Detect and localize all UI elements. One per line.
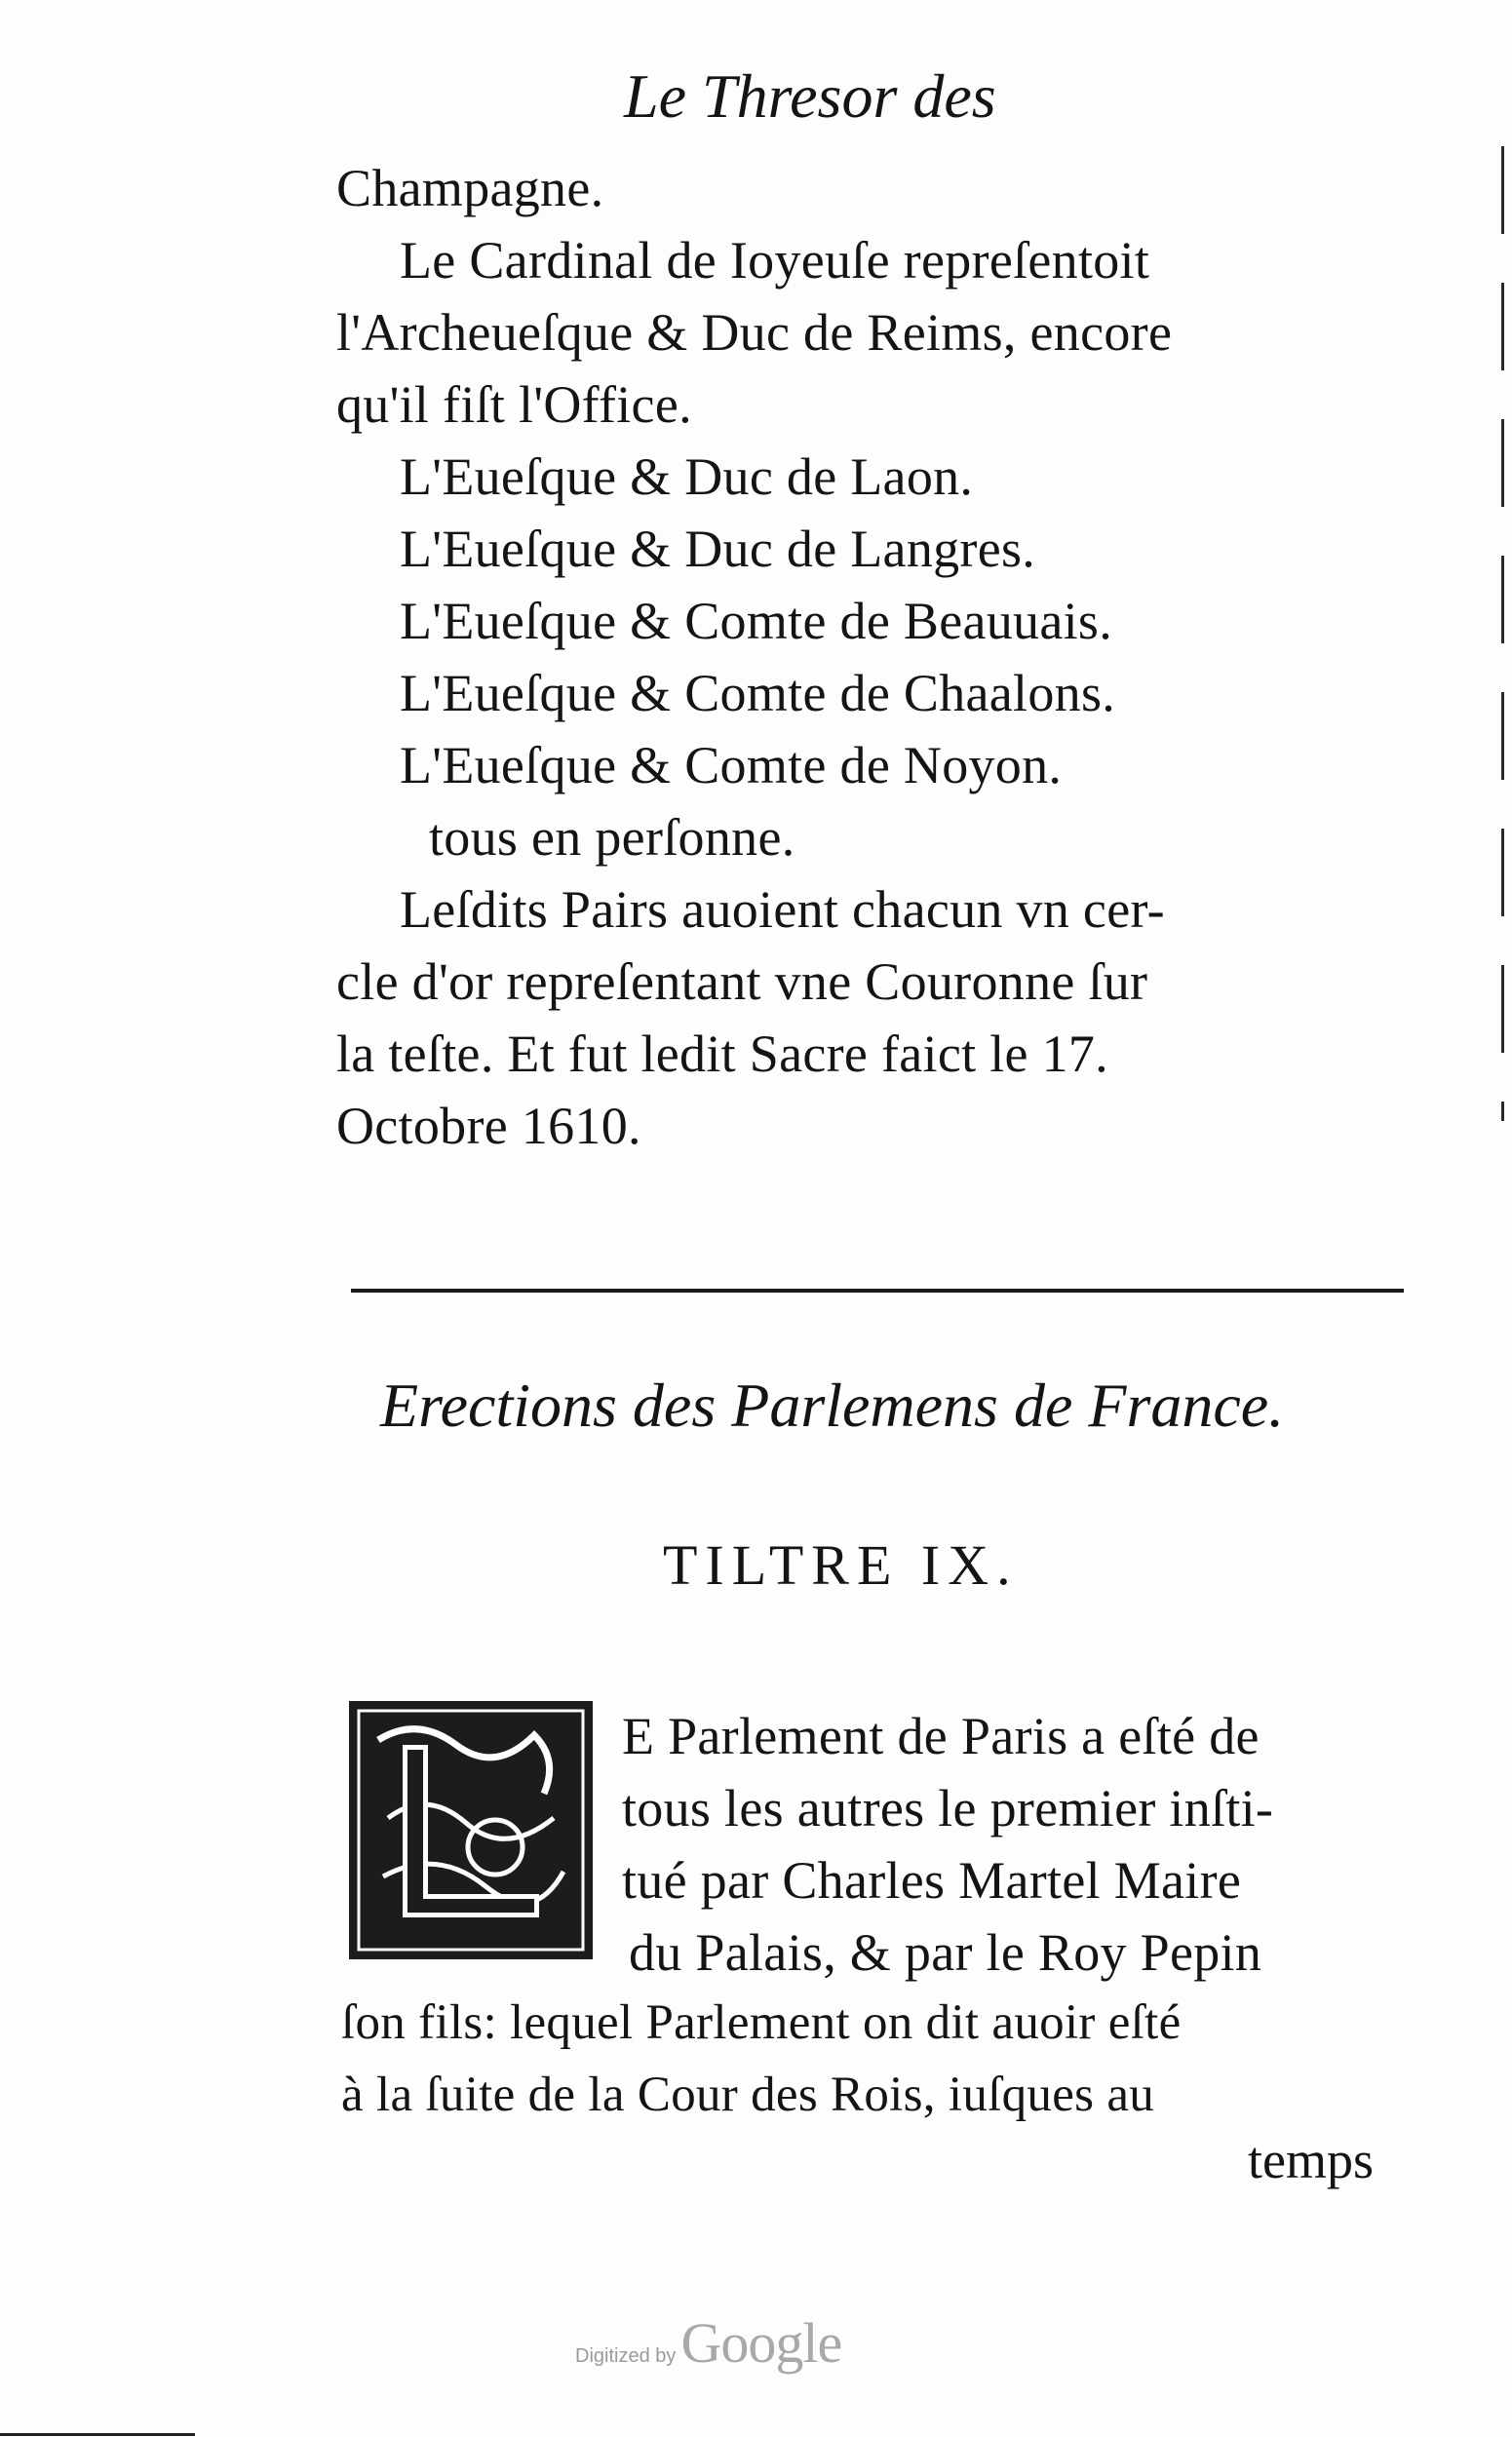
digitization-watermark (575, 2310, 841, 2376)
section-rule (351, 1289, 1404, 1293)
digitized-by-label: Digitized by (575, 2345, 677, 2367)
text-line: L'Eueſque & Comte de Chaalons. (400, 664, 1116, 722)
text-line: Le Cardinal de Ioyeuſe repreſentoit (400, 231, 1150, 290)
text-line: L'Eueſque & Comte de Noyon. (400, 736, 1063, 794)
google-logo: Google (680, 2311, 842, 2375)
text-line: du Palais, & par le Roy Pepin (629, 1923, 1262, 1982)
text-line: cle d'or repreſentant vne Couronne ſur (336, 952, 1148, 1011)
text-line: qu'il fiſt l'Office. (336, 375, 692, 434)
text-line: L'Eueſque & Duc de Langres. (400, 520, 1036, 578)
text-line: tous en perſonne. (429, 808, 795, 867)
text-line: l'Archeueſque & Duc de Reims, encore (336, 303, 1173, 362)
text-line: Octobre 1610. (336, 1097, 641, 1155)
running-title: Le Thresor des (624, 61, 996, 131)
text-line: Champagne. (336, 159, 604, 217)
text-line: Leſdits Pairs auoient chacun vn cer- (400, 880, 1165, 939)
section-title: Erections des Parlemens de France. (380, 1371, 1285, 1440)
catchword: temps (1248, 2131, 1374, 2189)
text-line: L'Eueſque & Duc de Laon. (400, 447, 974, 506)
section-number: TILTRE IX. (663, 1533, 1019, 1597)
text-line: ſon fils: lequel Parlement on dit auoir eſté (341, 1995, 1182, 2050)
text-line: E Parlement de Paris a eſté de (622, 1707, 1260, 1765)
text-line: tué par Charles Martel Maire (622, 1851, 1242, 1910)
text-line: L'Eueſque & Comte de Beauuais. (400, 592, 1113, 650)
text-line: la teſte. Et fut ledit Sacre faict le 17. (336, 1025, 1108, 1083)
text-line: tous les autres le premier inſti- (622, 1779, 1274, 1837)
page-edge-bottom (0, 2433, 195, 2436)
text-line: à la ſuite de la Cour des Rois, iuſques au (341, 2068, 1155, 2122)
page-edge (1501, 146, 1504, 1121)
decorated-initial-L-icon (349, 1701, 593, 1959)
